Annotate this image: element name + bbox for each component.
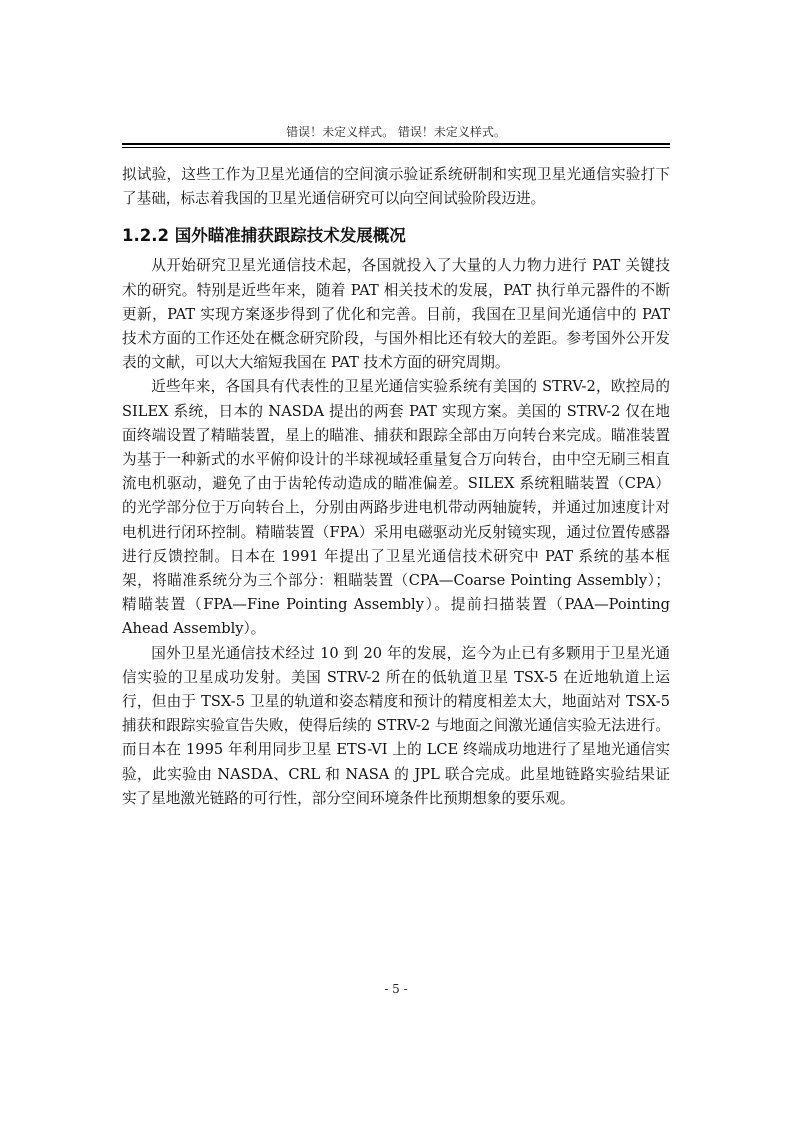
paragraph: 从开始研究卫星光通信技术起，各国就投入了大量的人力物力进行 PAT 关键技术的研究。特别是近些年来，随着 PAT 相关技术的发展，PAT 执行单元器件的不断更新，PAT 实现方案逐步得到了优化和完善。目前，我国在卫星间光通信中的 PAT 技术方面的工作还处在概念研究阶段，与国外相比还有较大的差距。参考国外公开发表的文献，可以大大缩短我国在 PAT 技术方面的研究周期。 bbox=[122, 257, 670, 372]
running-header: 错误！未定义样式。 错误！未定义样式。 bbox=[286, 125, 506, 139]
header-rule-thin bbox=[122, 147, 670, 148]
header-rule-thick bbox=[122, 143, 670, 145]
paragraph: 近些年来，各国具有代表性的卫星光通信实验系统有美国的 STRV-2，欧控局的 SILEX 系统，日本的 NASDA 提出的两套 PAT 实现方案。美国的 STRV-2 仅在地面终端设置了精瞄装置，星上的瞄准、捕获和跟踪全部由万向转台来完成。瞄准装置为基于一种新式的水平俯仰设计的半球视域轻重量复合万向转台，由中空无刷三相直流电机驱动，避免了由于齿轮传动造成的瞄准偏差。SILEX 系统粗瞄装置（CPA）的光学部分位于万向转台上，分别由两路步进电机带动两轴旋转，并通过加速度计对电机进行闭环控制。精瞄装置（FPA）采用电磁驱动光反射镜实现，通过位置传感器进行反馈控制。日本在 1991 年提出了卫星光通信技术研究中 PAT 系统的基本框架，将瞄准系统分为三个部分：粗瞄装置（CPA—Coarse Pointing Assembly）；精瞄装置（FPA—Fine Pointing Assembly）。提前扫描装置（PAA—Pointing Ahead Assembly）。 bbox=[122, 378, 670, 638]
page-number: - 5 - bbox=[384, 982, 408, 996]
section-heading: 1.2.2 国外瞄准捕获跟踪技术发展概况 bbox=[122, 226, 406, 246]
document-body bbox=[122, 163, 670, 811]
continued-paragraph: 拟试验，这些工作为卫星光通信的空间演示验证系统研制和实现卫星光通信实验打下了基础，标志着我国的卫星光通信研究可以向空间试验阶段迈进。 bbox=[122, 166, 670, 208]
paragraph: 国外卫星光通信技术经过 10 到 20 年的发展，迄今为止已有多颗用于卫星光通信实验的卫星成功发射。美国 STRV-2 所在的低轨道卫星 TSX-5 在近地轨道上运行，但由于 TSX-5 卫星的轨道和姿态精度和预计的精度相差太大，地面站对 TSX-5 捕获和跟踪实验宣告失败，使得后续的 STRV-2 与地面之间激光通信实验无法进行。而日本在 1995 年利用同步卫星 ETS-VI 上的 LCE 终端成功地进行了星地光通信实验，此实验由 NASDA、CRL 和 NASA 的 JPL 联合完成。此星地链路实验结果证实了星地激光链路的可行性，部分空间环境条件比预期想象的要乐观。 bbox=[122, 644, 670, 807]
